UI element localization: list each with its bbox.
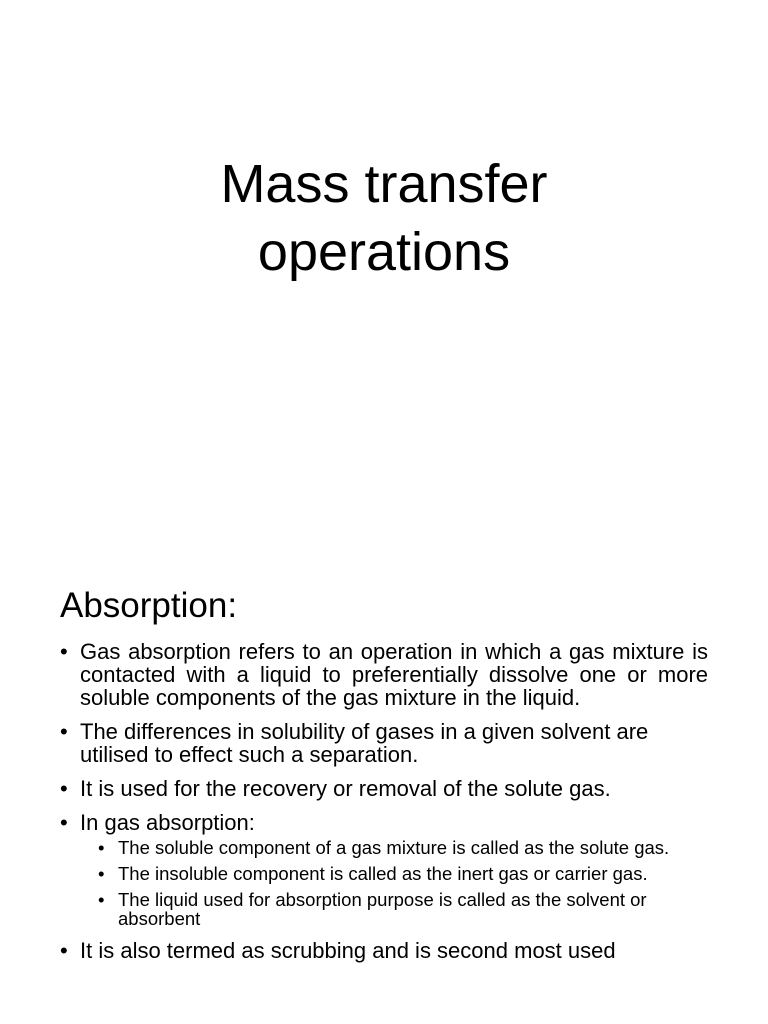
bullet-icon: • — [60, 719, 68, 744]
section-heading: Absorption: — [60, 586, 238, 625]
sub-bullet-icon: • — [98, 837, 105, 858]
bullet-list — [60, 640, 708, 962]
slide-absorption — [0, 576, 768, 1024]
sub-list-item — [98, 890, 708, 928]
title-line-1: Mass transfer — [220, 154, 548, 214]
bullet-content — [60, 640, 708, 973]
bullet-text: Gas absorption refers to an operation in which a gas mixture is contacted with a liquid to preferentially dissolve one or more soluble components of the gas mixture in the liquid. — [80, 639, 708, 710]
bullet-icon: • — [60, 639, 68, 664]
title-line-2: operations — [257, 222, 511, 282]
bullet-icon: • — [60, 810, 68, 835]
bullet-icon: • — [60, 938, 68, 963]
list-item — [60, 640, 708, 709]
sub-list-item — [98, 838, 708, 857]
bullet-text: It is used for the recovery or removal of the solute gas. — [80, 776, 611, 801]
sub-bullet-text: The soluble component of a gas mixture is called as the solute gas. — [118, 837, 670, 858]
sub-list-item — [98, 864, 708, 883]
sub-bullet-list — [80, 838, 708, 928]
slide-title-heading — [0, 150, 768, 286]
sub-bullet-icon: • — [98, 863, 105, 884]
list-item — [60, 777, 708, 800]
sub-bullet-text: The liquid used for absorption purpose is called as the solvent or absorbent — [118, 889, 647, 929]
bullet-icon: • — [60, 776, 68, 801]
sub-bullet-text: The insoluble component is called as the inert gas or carrier gas. — [118, 863, 648, 884]
bullet-text: In gas absorption: — [80, 810, 255, 835]
list-item — [60, 811, 708, 928]
list-item — [60, 720, 708, 766]
list-item — [60, 939, 708, 962]
bullet-text: The differences in solubility of gases in a given solvent are utilised to effect such a separation. — [80, 719, 649, 767]
sub-bullet-icon: • — [98, 889, 105, 910]
bullet-text: It is also termed as scrubbing and is second most used — [80, 938, 616, 963]
